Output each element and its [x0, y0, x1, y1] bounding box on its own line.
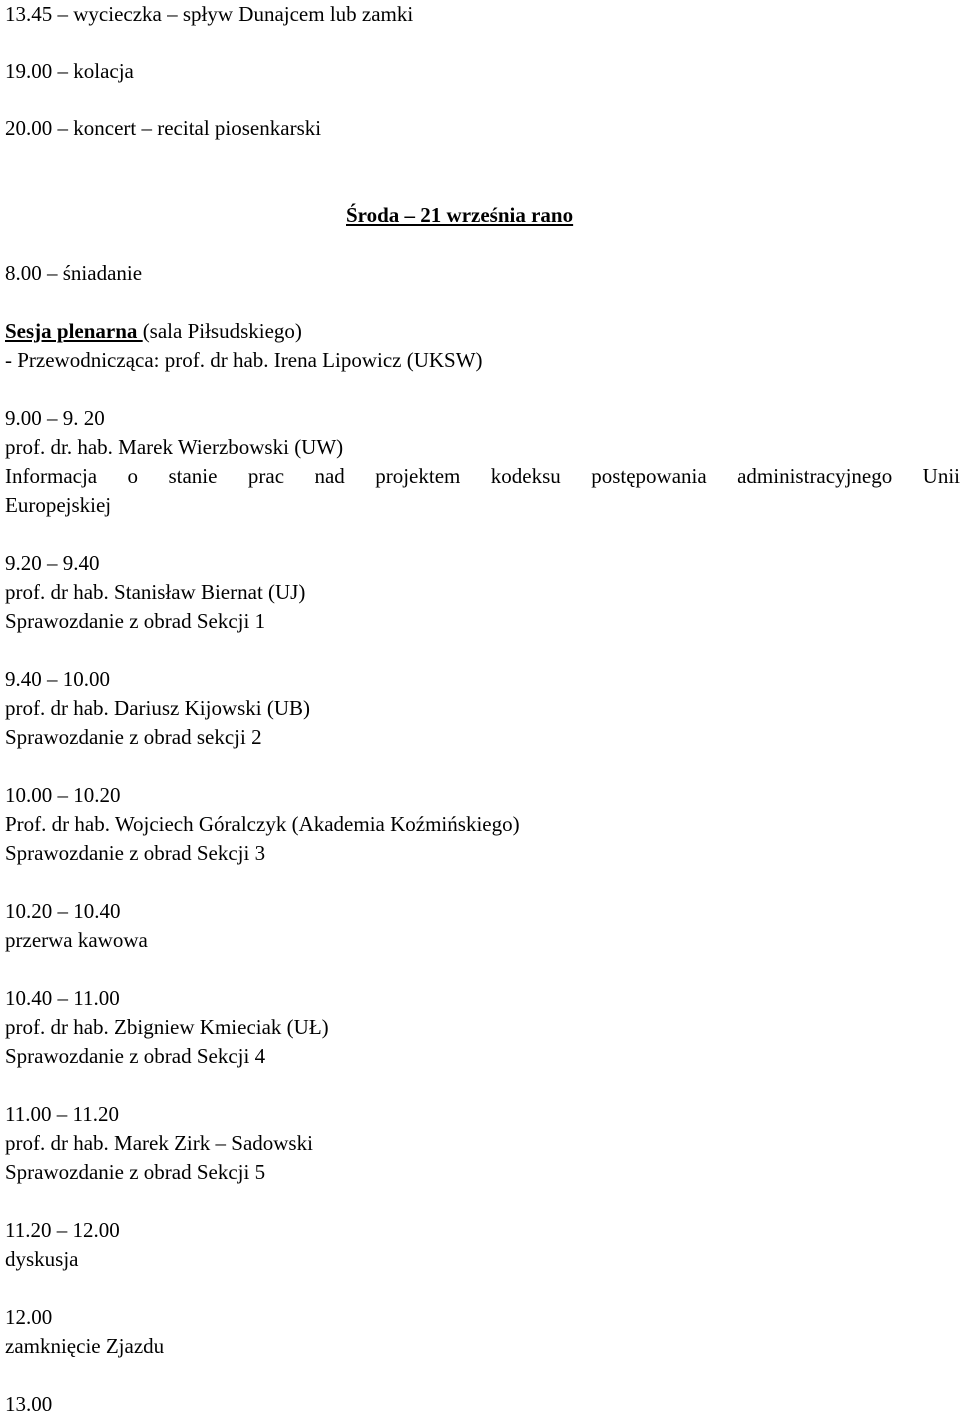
agenda-time: 12.00: [5, 1305, 53, 1329]
agenda-line-excursion: 13.45 – wycieczka – spływ Dunajcem lub zamki: [5, 2, 414, 26]
session-room: (sala Piłsudskiego): [142, 319, 302, 343]
agenda-speaker: prof. dr hab. Stanisław Biernat (UJ): [5, 580, 306, 604]
agenda-topic: Sprawozdanie z obrad Sekcji 1: [5, 609, 266, 633]
agenda-topic: Sprawozdanie z obrad sekcji 2: [5, 725, 262, 749]
agenda-topic: Sprawozdanie z obrad Sekcji 3: [5, 841, 266, 865]
agenda-line-breakfast: 8.00 – śniadanie: [5, 261, 143, 285]
agenda-time: 11.00 – 11.20: [5, 1102, 119, 1126]
agenda-time: 9.40 – 10.00: [5, 667, 110, 691]
agenda-speaker: prof. dr. hab. Marek Wierzbowski (UW): [5, 435, 344, 459]
agenda-speaker: prof. dr hab. Zbigniew Kmieciak (UŁ): [5, 1015, 329, 1039]
agenda-time: 11.20 – 12.00: [5, 1218, 120, 1242]
agenda-time: 10.20 – 10.40: [5, 899, 121, 923]
agenda-time: 13.00: [5, 1392, 53, 1416]
agenda-time: 10.40 – 11.00: [5, 986, 120, 1010]
agenda-topic-continued: Europejskiej: [5, 493, 112, 517]
agenda-topic: Sprawozdanie z obrad Sekcji 4: [5, 1044, 266, 1068]
agenda-topic: Sprawozdanie z obrad Sekcji 5: [5, 1160, 266, 1184]
agenda-line-concert: 20.00 – koncert – recital piosenkarski: [5, 116, 322, 140]
agenda-speaker: prof. dr hab. Marek Zirk – Sadowski: [5, 1131, 313, 1155]
agenda-topic: przerwa kawowa: [5, 928, 148, 952]
agenda-topic: Informacja o stanie prac nad projektem kodeksu postępowania administracyjnego Unii: [5, 464, 960, 488]
session-header: [5, 317, 302, 346]
agenda-time: 9.00 – 9. 20: [5, 406, 105, 430]
session-chair: - Przewodnicząca: prof. dr hab. Irena Lipowicz (UKSW): [5, 348, 483, 372]
agenda-speaker: Prof. dr hab. Wojciech Góralczyk (Akademia Koźmińskiego): [5, 812, 520, 836]
agenda-time: 10.00 – 10.20: [5, 783, 121, 807]
agenda-line-dinner: 19.00 – kolacja: [5, 59, 134, 83]
agenda-speaker: prof. dr hab. Dariusz Kijowski (UB): [5, 696, 311, 720]
session-title: Sesja plenarna: [5, 319, 143, 343]
day-heading: Środa – 21 września rano: [346, 203, 574, 227]
agenda-time: 9.20 – 9.40: [5, 551, 100, 575]
agenda-topic: zamknięcie Zjazdu: [5, 1334, 165, 1358]
agenda-topic: dyskusja: [5, 1247, 79, 1271]
